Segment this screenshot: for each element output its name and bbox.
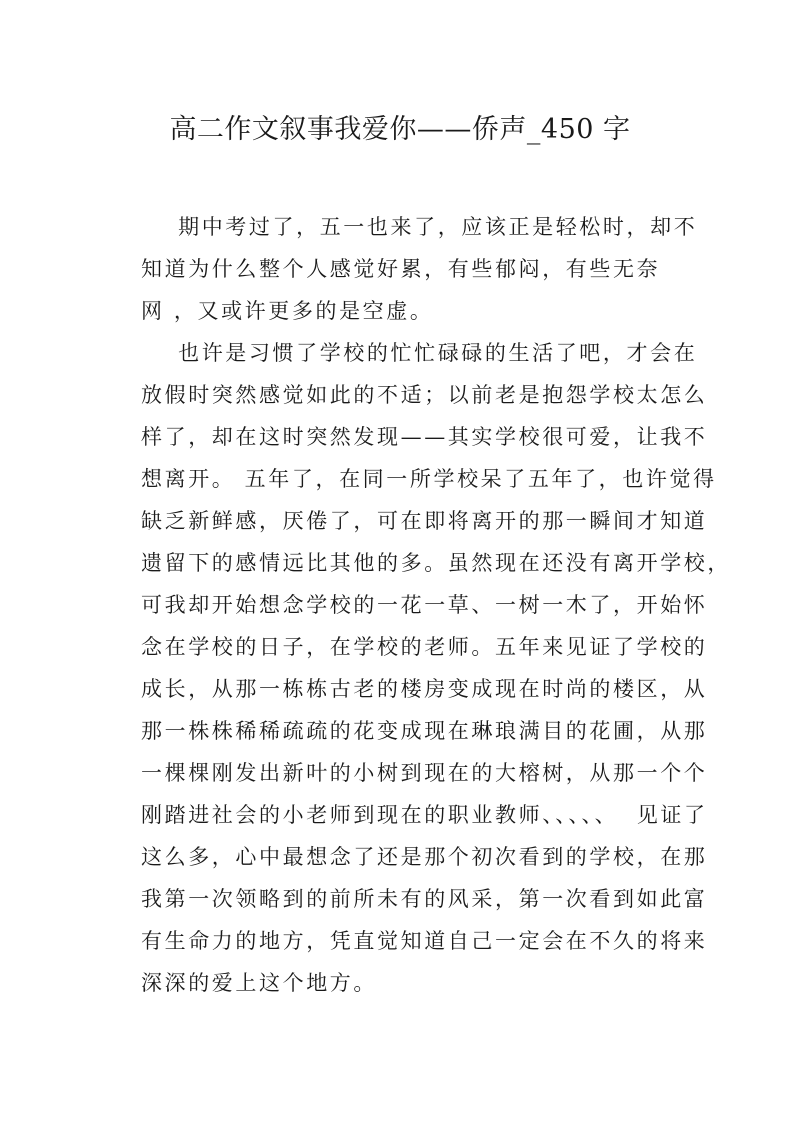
body-line: 想离开。 五年了，在同一所学校呆了五年了，也许觉得 bbox=[141, 467, 717, 491]
body-line: 这么多，心中最想念了还是那个初次看到的学校，在那 bbox=[141, 845, 708, 869]
body-line: 缺乏新鲜感，厌倦了，可在即将离开的那一瞬间才知道 bbox=[141, 509, 708, 533]
body-line: 成长，从那一栋栋古老的楼房变成现在时尚的楼区，从 bbox=[141, 677, 708, 701]
body-line: 我第一次领略到的前所未有的风采，第一次看到如此富 bbox=[141, 887, 708, 911]
body-line: 样了，却在这时突然发现——其实学校很可爱，让我不 bbox=[141, 425, 708, 449]
body-line: 期中考过了，五一也来了，应该正是轻松时，却不 bbox=[141, 215, 698, 239]
body-line: 一棵棵刚发出新叶的小树到现在的大榕树，从那一个个 bbox=[141, 761, 708, 785]
body-line: 也许是习惯了学校的忙忙碌碌的生活了吧，才会在 bbox=[141, 341, 698, 365]
body-line: 刚踏进社会的小老师到现在的职业教师、、、、、 见证了 bbox=[141, 803, 708, 827]
body-line: 深深的爱上这个地方。 bbox=[141, 971, 377, 995]
body-line: 网 ，又或许更多的是空虚。 bbox=[141, 299, 434, 323]
body-line: 知道为什么整个人感觉好累，有些郁闷，有些无奈 bbox=[141, 257, 661, 281]
body-line: 遗留下的感情远比其他的多。虽然现在还没有离开学校， bbox=[141, 551, 731, 575]
body-line: 那一株株稀稀疏疏的花变成现在琳琅满目的花圃，从那 bbox=[141, 719, 708, 743]
body-line: 有生命力的地方，凭直觉知道自己一定会在不久的将来 bbox=[141, 929, 708, 953]
body-line: 放假时突然感觉如此的不适；以前老是抱怨学校太怎么 bbox=[141, 383, 708, 407]
document-title: 高二作文叙事我爱你——侨声_450 字 bbox=[169, 114, 631, 145]
body-line: 可我却开始想念学校的一花一草、一树一木了，开始怀 bbox=[141, 593, 708, 617]
body-line: 念在学校的日子，在学校的老师。五年来见证了学校的 bbox=[141, 635, 708, 659]
document-body bbox=[141, 206, 731, 1004]
